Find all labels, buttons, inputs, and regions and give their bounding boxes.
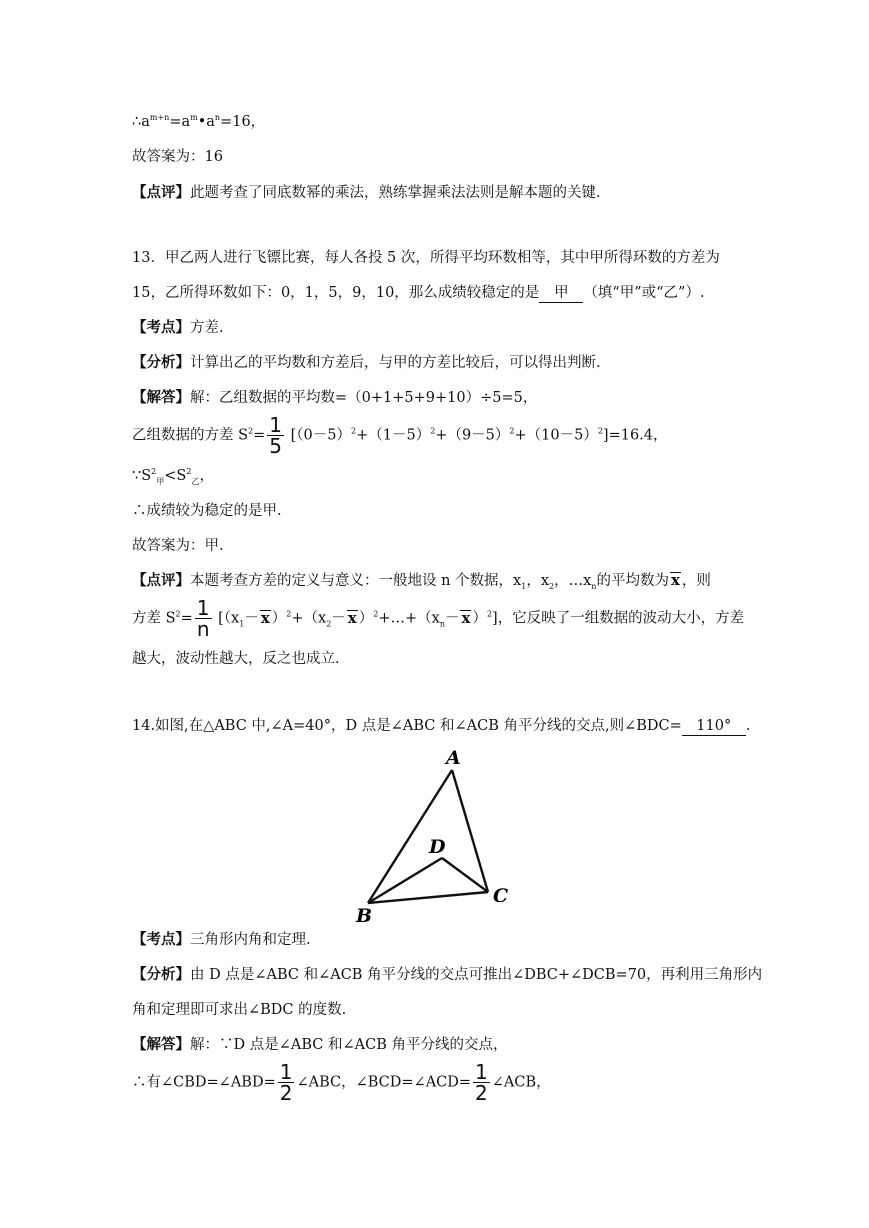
fraction-one-over-n: $\frac{1}{n}$ — [196, 596, 210, 641]
q13-variance-line: 乙组数据的方差 $S^2=$ $\frac{1}{5}$ $[(0-5)^2+(1-5)^2+(9-5)^2+(10-5)^2]=16.4$， — [132, 413, 668, 458]
q13-conclusion: ∴成绩较为稳定的是甲. — [132, 503, 282, 519]
side-bc — [368, 892, 488, 903]
fraction-one-half-2: $\frac{1}{2}$ — [475, 1060, 488, 1105]
fraction-one-half: $\frac{1}{2}$ — [279, 1060, 293, 1105]
comment-tag: 【点评】 — [132, 184, 190, 201]
segment-cd — [442, 858, 488, 892]
q13-dianping-line1: 【点评】本题考查方差的定义与意义：一般地设 n 个数据，$x_1$，$x_2$，$\dots x_n$的平均数为 x ，则 — [132, 571, 711, 591]
fraction-one-fifth: $\frac{1}{5}$ — [269, 413, 283, 458]
q13-kaodian: 【考点】方差. — [132, 319, 224, 336]
q13-dianping-line2: 方差 $S^2=$ $\frac{1}{n}$ [（$x_1- x$ ）$^2+(x_2- x$ ）$^2+\dots+(x_n- x$ ）$^2$]，它反映了一组数据的波动大小，方差 — [132, 596, 745, 641]
q13-stem-line2: 15，乙所得环数如下：0，1，5，9，10，那么成绩较稳定的是 甲 （填“甲”或“乙”）. — [132, 285, 705, 301]
q13-stem-line1: 13．甲乙两人进行飞镖比赛，每人各投 5 次，所得平均环数相等，其中甲所得环数的方差为 — [132, 250, 720, 266]
q14-answer-blank: 110° — [682, 718, 746, 736]
q13-fenxi: 【分析】计算出乙的平均数和方差后，与甲的方差比较后，可以得出判断. — [132, 354, 601, 371]
q13-compare: $\because S^2_甲<S^2_乙$， — [132, 467, 214, 486]
q13-dianping-line3: 越大，波动性越大，反之也成立. — [132, 651, 340, 667]
q14-kaodian: 【考点】三角形内角和定理. — [132, 931, 311, 948]
q13-answer-blank: 甲 — [539, 285, 583, 303]
vertex-c-label: C — [493, 885, 509, 907]
power-formula-line: $\therefore a^{m+n}=a^m•a^n=16$， — [132, 113, 266, 130]
q13-jieda: 【解答】解：乙组数据的平均数=（0+1+5+9+10）÷5=5， — [132, 389, 538, 406]
q14-fenxi-line2: 角和定理即可求出∠BDC 的度数. — [132, 1002, 347, 1018]
mean-xbar: x — [670, 571, 680, 589]
q14-stem: 14.如图,在△ABC 中,∠A=40°，D 点是∠ABC 和∠ACB 角平分线的交点,则∠BDC= 110° . — [132, 718, 751, 734]
side-ac — [452, 770, 488, 892]
vertex-a-label: A — [446, 747, 461, 769]
prev-answer: 故答案为：16 — [132, 149, 223, 165]
point-d-label: D — [429, 836, 446, 858]
q13-answer: 故答案为：甲. — [132, 538, 224, 554]
q14-last-line: ∴有∠CBD=∠ABD= $\frac{1}{2}$ ∠ABC，∠BCD=∠ACD= $\frac{1}{2}$ ∠ACB， — [132, 1060, 551, 1105]
triangle-figure — [350, 740, 520, 930]
q14-fenxi-line1: 【分析】由 D 点是∠ABC 和∠ACB 角平分线的交点可推出∠DBC+∠DCB=70，再利用三角形内 — [132, 966, 763, 983]
vertex-b-label: B — [356, 905, 373, 927]
prev-comment: 【点评】此题考查了同底数幂的乘法，熟练掌握乘法法则是解本题的关键. — [132, 184, 601, 201]
q14-jieda: 【解答】解：∵D 点是∠ABC 和∠ACB 角平分线的交点， — [132, 1036, 508, 1053]
